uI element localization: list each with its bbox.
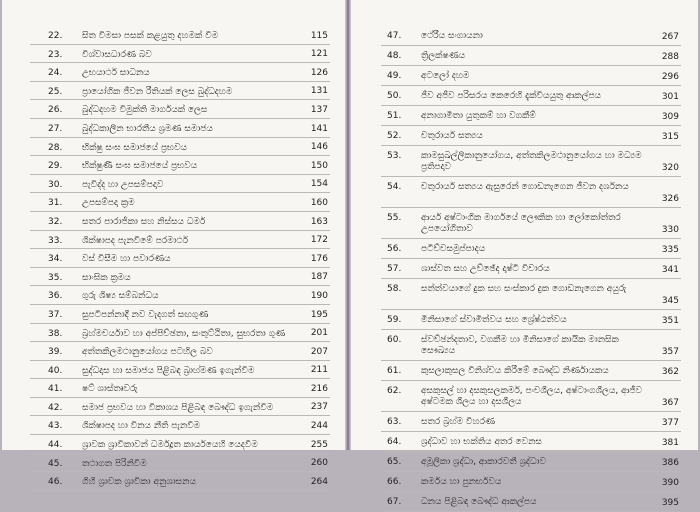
toc-entry-number: 59. [387, 315, 402, 325]
toc-entry-page: 351 [661, 316, 679, 326]
toc-entry-number: 48. [387, 51, 402, 61]
toc-entry-number: 44. [48, 440, 63, 451]
toc-entry [381, 86, 681, 106]
toc-entry-number: 36. [48, 291, 63, 302]
toc-entry-page: 195 [310, 309, 328, 320]
toc-entry-title: පටිච්චසමුප්පාදය [421, 244, 486, 254]
toc-entry-title: තථාගත පිරිනිවීම [82, 458, 147, 469]
toc-entry [30, 156, 330, 175]
toc-entry-title: ෂට් ශාස්තෘවරු [82, 384, 138, 395]
toc-entry-title: කාමසුඛල්ලිකානුයෝගය, අත්තකිලමථානුයෝගය හා මධ්‍යම ප්‍රතිපදාව [421, 151, 642, 172]
toc-entry-title: පැවිද්ද හා උපසම්පදාව [82, 179, 164, 190]
toc-entry-number: 26. [48, 105, 63, 116]
toc-entry-page: 163 [310, 216, 328, 227]
toc-entry-number: 29. [48, 161, 63, 172]
toc-entry-number: 24. [48, 68, 63, 79]
toc-entry-page: 237 [310, 402, 328, 413]
toc-entry-number: 64. [387, 437, 402, 447]
toc-entry-title: ශික්ෂාපද පැනවීමේ පරමාර්ථ [82, 235, 189, 246]
toc-entry-title: කුසලාකුසල විනිශ්චය කිරීමේ බෞද්ධ නිර්ණායකය [421, 366, 609, 376]
toc-entry-page: 190 [310, 290, 328, 301]
toc-entry-page: 395 [661, 498, 679, 508]
toc-entry [381, 177, 681, 208]
toc-entry-title: සුද්ධදාස හා සමාජය පිළිබඳ බ්‍රාහ්මණ ඉගැන්වීම [82, 365, 255, 376]
toc-entry-page: 335 [661, 245, 679, 255]
toc-entry-page: 309 [661, 112, 679, 122]
toc-entry-title: චතුරාර්ය සත්‍යය ඇසුරෙන් ගොඩනැගෙන ජීවන දර්ශනය [421, 182, 629, 192]
toc-entry-number: 67. [387, 497, 402, 507]
toc-entry-title: අමූලිකා ශ්‍රද්ධා, ආකාරවතී ශ්‍රද්ධාව [421, 457, 546, 467]
toc-entry [30, 472, 330, 491]
toc-entry-number: 46. [48, 477, 63, 488]
toc-entry-number: 28. [48, 142, 63, 153]
toc-entry-number: 54. [387, 182, 402, 192]
toc-entry-page: 330 [661, 225, 679, 235]
toc-entry [381, 126, 681, 146]
toc-entry-title: ධනය පිළිබඳ බෞද්ධ ආකල්පය [421, 497, 537, 507]
toc-entry-title: ශාස්වත සහ උච්ඡේද දෘෂ්ටි විචාරය [421, 264, 550, 274]
toc-entry-title: ප්‍රායෝගික ජීවන රීතියක් ලෙස බුද්ධදහම [82, 86, 233, 97]
toc-entry-number: 38. [48, 328, 63, 339]
toc-entry-title: සතර බ්‍රහ්ම විහරණ [421, 417, 496, 427]
toc-entry-page: 320 [661, 163, 679, 173]
toc-entry-title: අත්තකිලමථානුයෝගය පටහිල බව [82, 347, 213, 358]
toc-entry-page: 367 [661, 398, 679, 408]
toc-entry-title: විශ්වාසධාරණ බව [82, 49, 152, 60]
toc-entry-number: 55. [387, 213, 402, 223]
toc-entry-number: 62. [387, 386, 402, 396]
toc-entry-number: 31. [48, 198, 63, 209]
toc-entry-page: 126 [310, 67, 328, 78]
toc-entry-page: 211 [310, 365, 328, 376]
toc-entry-page: 141 [310, 123, 328, 134]
toc-entry [30, 398, 330, 417]
toc-entry-page: 201 [310, 328, 328, 339]
toc-entry-title: සත්ත්වයාගේ දුක සහ සංස්කාර දුක ගොඩනැගෙන අයුරු [421, 284, 627, 294]
toc-entry-page: 172 [310, 235, 328, 246]
toc-entry [381, 46, 681, 66]
toc-entry-title: අටලෝ දහම [421, 71, 470, 81]
toc-entry [381, 106, 681, 126]
toc-entry-number: 23. [48, 49, 63, 60]
toc-entry [30, 45, 330, 64]
toc-entry-title: සාංඝික ක්‍රමය [82, 272, 131, 283]
toc-entry [30, 379, 330, 398]
toc-entry-number: 42. [48, 402, 63, 413]
toc-entry-title: සතර පාරාජිකා සහ නිස්සය ධර්ම [82, 216, 206, 227]
toc-entry [381, 452, 681, 472]
toc-entry-number: 27. [48, 123, 63, 134]
toc-entry [381, 26, 681, 46]
toc-entry-number: 53. [387, 151, 402, 161]
toc-entry [30, 454, 330, 473]
toc-entry [30, 286, 330, 305]
toc-entry-title: ථේරීය සංගායනා [421, 31, 483, 41]
toc-list-right [381, 26, 681, 512]
toc-entry [30, 26, 330, 45]
toc-entry [30, 249, 330, 268]
toc-entry-title: ශ්‍රද්ධාව හා භක්තිය අතර වෙනස [421, 437, 542, 447]
toc-entry-page: 301 [661, 92, 679, 102]
toc-entry-page: 345 [661, 296, 679, 306]
toc-entry-title: භික්ෂුණී සංඝ සමාජයේ ප්‍රභවය [82, 161, 198, 172]
toc-entry-title: ගුරු ශිෂ්‍ය සම්බන්ධය [82, 291, 159, 302]
toc-entry-number: 43. [48, 421, 63, 432]
toc-entry [30, 193, 330, 212]
toc-entry-title: බුද්ධදහම විමුක්ති මාර්ගයක් ලෙස [82, 105, 208, 116]
toc-entry-page: 264 [310, 476, 328, 487]
toc-entry-number: 56. [387, 244, 402, 254]
toc-entry-page: 146 [310, 142, 328, 153]
toc-entry [30, 212, 330, 231]
toc-entry-page: 244 [310, 421, 328, 432]
toc-entry-number: 66. [387, 477, 402, 487]
toc-entry-page: 176 [310, 253, 328, 264]
toc-entry-title: මිනිසාගේ ස්වාමිත්වය සහ ශ්‍රේෂ්ඨත්වය [421, 315, 567, 325]
toc-entry-number: 57. [387, 264, 402, 274]
toc-entry-number: 35. [48, 272, 63, 283]
toc-entry-title: කර්මය හා පුනර්භවය [421, 477, 502, 487]
toc-entry-number: 52. [387, 131, 402, 141]
toc-entry-page: 150 [310, 160, 328, 171]
toc-entry-title: භික්ෂු සංඝ සමාජයේ ප්‍රභවය [82, 142, 188, 153]
toc-entry [30, 119, 330, 138]
toc-entry [381, 310, 681, 330]
toc-entry-page: 326 [661, 194, 679, 204]
toc-entry-number: 50. [387, 91, 402, 101]
toc-entry-number: 51. [387, 111, 402, 121]
toc-entry-page: 121 [310, 49, 328, 60]
toc-entry [381, 361, 681, 381]
toc-entry-title: ජීව අජීව පරිසරය කෙරෙහි දැක්වියයුතු ආකල්පය [421, 91, 602, 101]
toc-entry-page: 255 [310, 439, 328, 450]
toc-entry-page: 207 [310, 346, 328, 357]
toc-entry-title: ආර්ය අෂ්ටාංගික මාර්ගයේ ලෞකික හා ලෝකෝත්තර උපයෝගිතාව [421, 213, 621, 234]
toc-entry-title: බුද්ධකාලීන භාරතීය ශ්‍රමණ සමාජය [82, 123, 213, 134]
toc-entry [381, 239, 681, 259]
toc-entry-title: සමාජ ප්‍රභවය හා විකාශය පිළිබඳ බෞද්ධ ඉගැන්වීම [82, 402, 274, 413]
toc-entry-page: 296 [661, 72, 679, 82]
toc-entry-title: අසකුසල් හා දසකුසලකර්ම, පංචශීලය, අෂ්ටාංගශීලය, ආජීව අෂ්ටමක ශීලය හා දසශීලය [421, 386, 642, 407]
toc-entry-title: අනාගාමිතා යුතුකම් හා වගකීම් [421, 111, 536, 121]
toc-entry-page: 315 [661, 132, 679, 142]
toc-entry-page: 362 [661, 367, 679, 377]
toc-entry [30, 361, 330, 380]
toc-entry-number: 37. [48, 309, 63, 320]
toc-entry-page: 154 [310, 179, 328, 190]
toc-entry-number: 60. [387, 335, 402, 345]
toc-entry-number: 25. [48, 86, 63, 97]
toc-entry-page: 390 [661, 478, 679, 488]
toc-entry [381, 259, 681, 279]
toc-entry-page: 216 [310, 383, 328, 394]
toc-list-left [30, 26, 330, 491]
toc-entry-number: 32. [48, 216, 63, 227]
toc-entry [30, 138, 330, 157]
toc-entry [381, 412, 681, 432]
toc-entry-page: 357 [661, 347, 679, 357]
toc-entry [381, 279, 681, 310]
toc-entry [381, 330, 681, 361]
toc-entry-title: සුපටිපන්නාදී නව වැදගත් සඟගුණ [82, 309, 209, 320]
toc-entry-title: ස්වච්ඡන්දතාව, වගකීම හා මිනිසාගේ කායික මානසික සෞඛ්‍යය [421, 335, 619, 356]
toc-entry [30, 305, 330, 324]
toc-entry [381, 146, 681, 177]
toc-entry-page: 260 [310, 458, 328, 469]
toc-entry-number: 40. [48, 365, 63, 376]
toc-entry-number: 49. [387, 71, 402, 81]
toc-entry-page: 160 [310, 197, 328, 208]
toc-entry [30, 416, 330, 435]
toc-entry [30, 435, 330, 454]
toc-entry-title: චතුරාර්ය සත්‍යය [421, 131, 483, 141]
toc-entry-title: ශ්‍රාවක ශ්‍රාවිකාවන් ධර්මදූත කාර්යයෙහි යෙදවීම [82, 440, 258, 451]
toc-entry-number: 34. [48, 254, 63, 265]
toc-entry [30, 324, 330, 343]
toc-entry-number: 30. [48, 179, 63, 190]
toc-entry-number: 33. [48, 235, 63, 246]
toc-entry-title: ගිහි ශ්‍රාවක ශ්‍රාවිකා අනුශාසනය [82, 477, 196, 488]
toc-entry-number: 61. [387, 366, 402, 376]
right-page [351, 0, 698, 508]
toc-entry [381, 472, 681, 492]
toc-entry [30, 342, 330, 361]
toc-entry [30, 82, 330, 101]
toc-entry-page: 267 [661, 32, 679, 42]
toc-entry-title: උභයාර්ථ සාධනය [82, 68, 150, 79]
toc-entry-title: ත්‍රිලක්ෂණය [421, 51, 466, 61]
toc-entry-number: 45. [48, 458, 63, 469]
toc-entry-title: උපසම්පදා ක්‍රම [82, 198, 135, 209]
toc-entry-page: 386 [661, 458, 679, 468]
toc-entry [30, 231, 330, 250]
toc-entry-number: 65. [387, 457, 402, 467]
toc-entry-number: 47. [387, 31, 402, 41]
toc-entry [30, 100, 330, 119]
toc-entry-page: 341 [661, 265, 679, 275]
toc-entry [30, 268, 330, 287]
toc-entry-number: 63. [387, 417, 402, 427]
toc-entry-page: 381 [661, 438, 679, 448]
toc-entry-number: 58. [387, 284, 402, 294]
toc-entry-title: වස් විසීම හා පවාරණය [82, 254, 171, 265]
toc-entry-page: 137 [310, 104, 328, 115]
toc-entry-page: 115 [310, 30, 328, 41]
toc-entry [381, 208, 681, 239]
toc-entry [381, 432, 681, 452]
toc-entry-title: සිත විමසා පසක් කළයුතු දහමක් වීම [82, 31, 219, 41]
toc-entry-page: 131 [310, 86, 328, 97]
toc-entry-title: බ්‍රහ්මචර්යාව හා අප්පිච්ඡතා, සංතුට්ඨිතා, සුභරතා ගුණ [82, 328, 286, 339]
left-page [2, 0, 345, 488]
toc-entry [30, 63, 330, 82]
toc-entry-title: ශික්ෂාපද හා විනය නීති පැනවීම [82, 421, 201, 432]
toc-entry [30, 175, 330, 194]
toc-entry-number: 41. [48, 384, 63, 395]
toc-entry [381, 66, 681, 86]
toc-entry [381, 381, 681, 412]
toc-entry-page: 288 [661, 52, 679, 62]
toc-entry [381, 492, 681, 512]
toc-entry-number: 39. [48, 347, 63, 358]
toc-entry-page: 377 [661, 418, 679, 428]
toc-entry-number: 22. [48, 31, 63, 41]
toc-entry-page: 187 [310, 272, 328, 283]
